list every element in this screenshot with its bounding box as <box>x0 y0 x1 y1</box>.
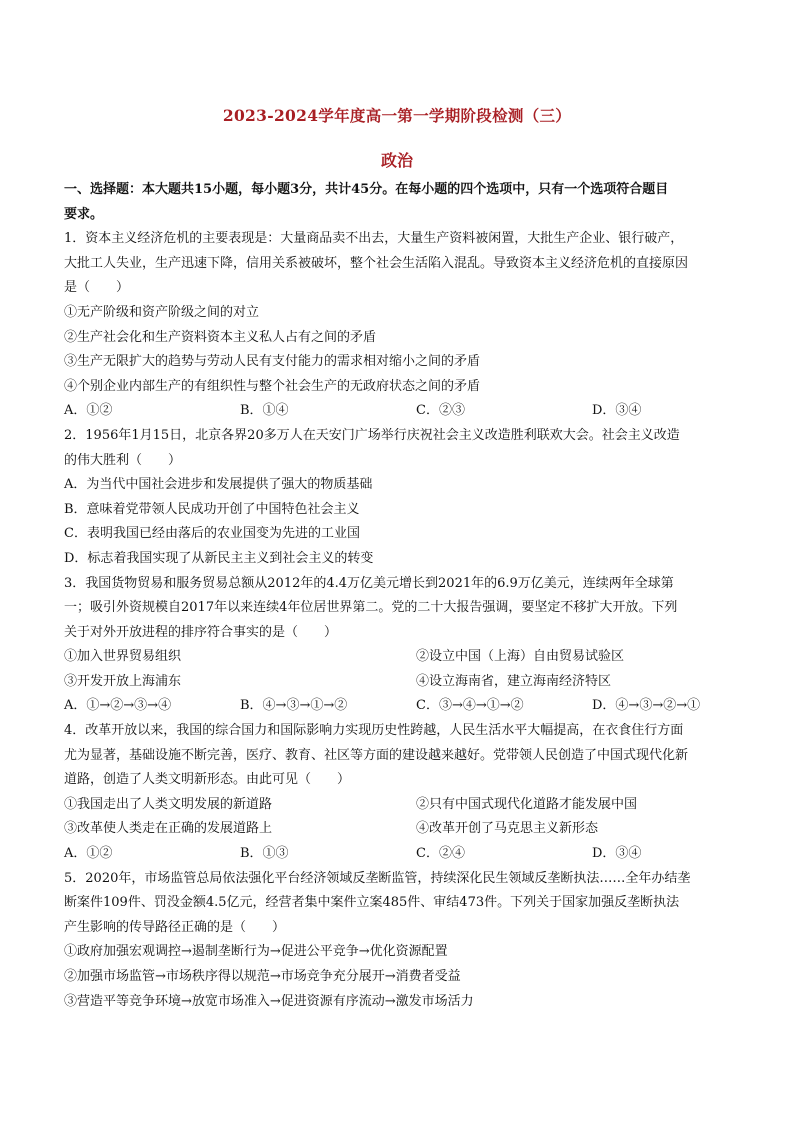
statement-item: ①无产阶级和资产阶级之间的对立 <box>64 304 260 320</box>
exam-content <box>64 178 730 1014</box>
question-stem-line: 关于对外开放进程的排序符合事实的是（ ） <box>64 624 338 640</box>
question-5 <box>64 867 730 1015</box>
statement-item: ②设立中国（上海）自由贸易试验区 <box>416 649 625 665</box>
answer-options <box>64 842 730 867</box>
option-a: A．为当代中国社会进步和发展提供了强大的物质基础 <box>64 477 373 493</box>
question-stem-line: 1．资本主义经济危机的主要表现是：大量商品卖不出去，大量生产资料被闲置，大批生产企业、银行破产， <box>64 231 684 247</box>
section-heading: 一、选择题：本大题共15小题，每小题3分，共计45分。在每小题的四个选项中，只有一个选项符合题目 <box>64 182 669 197</box>
option-d: D．④→③→②→① <box>592 698 701 714</box>
option-d: D．③④ <box>592 846 642 862</box>
statement-row <box>64 645 730 670</box>
statement-item: ④个别企业内部生产的有组织性与整个社会生产的无政府状态之间的矛盾 <box>64 378 481 394</box>
option-a: A．①② <box>64 846 113 862</box>
statement-item: ④设立海南省，建立海南经济特区 <box>416 673 612 689</box>
statement-item: ③生产无限扩大的趋势与劳动人民有支付能力的需求相对缩小之间的矛盾 <box>64 354 481 370</box>
statement-item: ②生产社会化和生产资料资本主义私人占有之间的矛盾 <box>64 329 377 345</box>
option-c: C．③→④→①→② <box>416 698 524 714</box>
question-stem-line: 一；吸引外资规模自2017年以来连续4年位居世界第二。党的二十大报告强调，要坚定不移扩大开放。下列 <box>64 600 678 616</box>
answer-options <box>64 399 730 424</box>
statement-item: ③营造平等竞争环境→放宽市场准入→促进资源有序流动→激发市场活力 <box>64 993 474 1009</box>
question-stem-line: 产生影响的传导路径正确的是（ ） <box>64 919 286 935</box>
question-4 <box>64 719 730 867</box>
section-heading-cont: 要求。 <box>64 206 104 222</box>
exam-title: 2023-2024学年度高一第一学期阶段检测（三） <box>222 106 572 125</box>
statement-item: ④改革开创了马克思主义新形态 <box>416 821 599 837</box>
question-stem-line: 5．2020年，市场监管总局依法强化平台经济领域反垄断监管，持续深化民生领域反垄断执法……全年办结垄 <box>64 870 691 886</box>
question-1 <box>64 227 730 424</box>
statement-row <box>64 670 730 695</box>
question-stem-line: 尤为显著，基础设施不断完善，医疗、教育、社区等方面的建设越来越好。党带领人民创造了中国式现代化新 <box>64 747 689 763</box>
option-a: A．①② <box>64 403 113 419</box>
option-b: B．①③ <box>240 846 289 862</box>
subject-title: 政治 <box>380 151 413 170</box>
question-stem-line: 3．我国货物贸易和服务贸易总额从2012年的4.4万亿美元增长到2021年的6.9万亿美元，连续两年全球第 <box>64 575 674 591</box>
question-stem-line: 2．1956年1月15日，北京各界20多万人在天安门广场举行庆祝社会主义改造胜利联欢大会。社会主义改造 <box>64 427 680 443</box>
question-stem-line: 是（ ） <box>64 280 130 296</box>
statement-row <box>64 817 730 842</box>
question-stem-line: 断案件109件、罚没金额4.5亿元，经营者集中案件立案485件、审结473件。下列关于国家加强反垄断执法 <box>64 895 680 911</box>
option-b: B．①④ <box>240 403 289 419</box>
statement-item: ①政府加强宏观调控→遏制垄断行为→促进公平竞争→优化资源配置 <box>64 944 448 960</box>
option-b: B．④→③→①→② <box>240 698 348 714</box>
statement-item: ①加入世界贸易组织 <box>64 649 182 665</box>
question-stem-line: 道路，创造了人类文明新形态。由此可见（ ） <box>64 772 351 788</box>
option-c: C．②③ <box>416 403 465 419</box>
option-b: B．意味着党带领人民成功开创了中国特色社会主义 <box>64 501 360 517</box>
option-c: C．表明我国已经由落后的农业国变为先进的工业国 <box>64 526 360 542</box>
statement-item: ①我国走出了人类文明发展的新道路 <box>64 796 273 812</box>
statement-item: ③改革使人类走在正确的发展道路上 <box>64 821 273 837</box>
statement-item: ③开发开放上海浦东 <box>64 673 182 689</box>
option-d: D．标志着我国实现了从新民主主义到社会主义的转变 <box>64 550 374 566</box>
option-a: A．①→②→③→④ <box>64 698 172 714</box>
statement-row <box>64 793 730 818</box>
statement-item: ②只有中国式现代化道路才能发展中国 <box>416 796 638 812</box>
option-d: D．③④ <box>592 403 642 419</box>
answer-options <box>64 694 730 719</box>
question-stem-line: 的伟大胜利（ ） <box>64 452 182 468</box>
option-c: C．②④ <box>416 846 465 862</box>
question-3 <box>64 572 730 720</box>
question-stem-line: 4．改革开放以来，我国的综合国力和国际影响力实现历史性跨越，人民生活水平大幅提高，在衣食住行方面 <box>64 723 684 739</box>
question-2 <box>64 424 730 572</box>
statement-item: ②加强市场监管→市场秩序得以规范→市场竞争充分展开→消费者受益 <box>64 969 461 984</box>
question-stem-line: 大批工人失业，生产迅速下降，信用关系被破坏，整个社会生活陷入混乱。导致资本主义经济危机的直接原因 <box>64 255 689 271</box>
